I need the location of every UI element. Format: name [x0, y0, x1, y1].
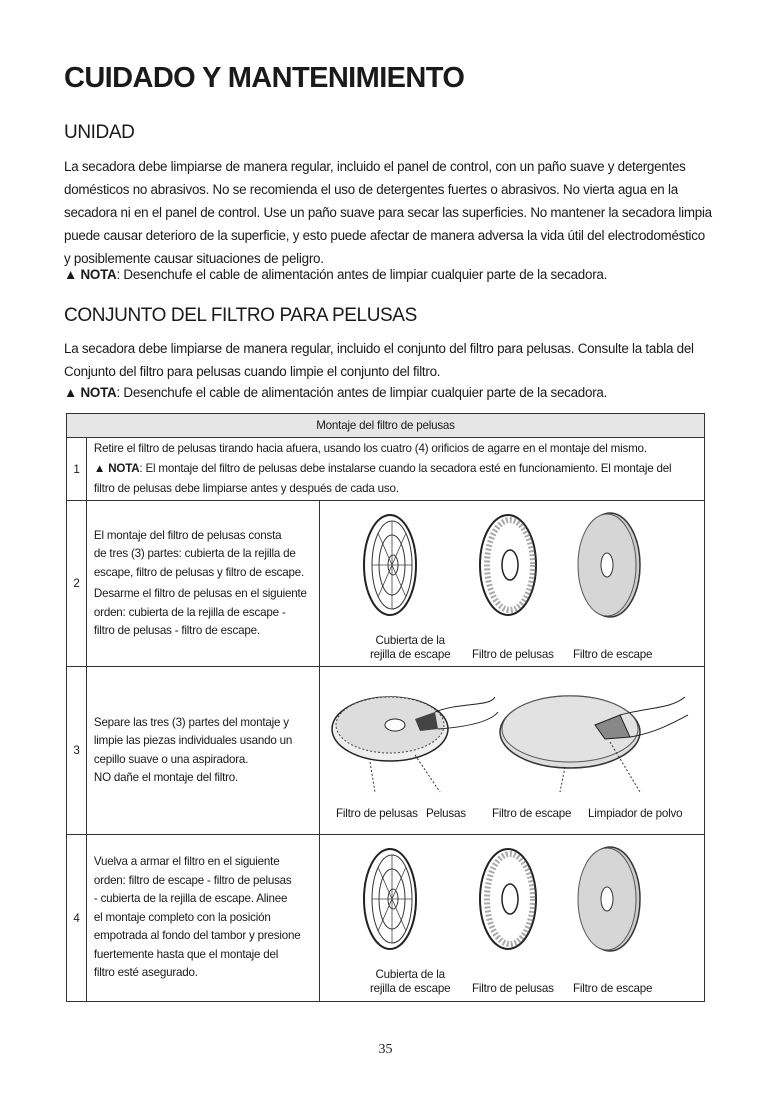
step-number: 2: [67, 501, 87, 667]
exhaust-filter-icon: [578, 513, 640, 617]
text-line: orden: filtro de escape - filtro de pelusas: [93, 873, 292, 887]
text-line: Conjunto del filtro para pelusas cuando limpie el conjunto del filtro.: [64, 364, 441, 379]
lint-filter-table: [66, 413, 705, 1002]
text-line: Vuelva a armar el filtro en el siguiente: [93, 855, 280, 869]
caption-lint: Pelusas: [426, 807, 466, 820]
text-line: fuertemente hasta que el montaje del: [93, 947, 279, 961]
text-line: La secadora debe limpiarse de manera regular, incluido el panel de control, con un paño suave y detergentes: [64, 159, 686, 174]
reassembly-figure: [320, 835, 705, 1002]
caption-lint-filter: Filtro de pelusas: [472, 982, 554, 995]
text-line: limpie las piezas individuales usando un: [93, 734, 293, 747]
note-label: NOTA: [80, 385, 117, 400]
text-line: orden: cubierta de la rejilla de escape -: [93, 605, 286, 619]
page-number: 35: [378, 1042, 393, 1057]
grille-cover-icon: [364, 515, 416, 615]
text-line: La secadora debe limpiarse de manera regular, incluido el conjunto del filtro para pelusas. Consulte la tabla del: [64, 341, 694, 356]
caption-exhaust-filter: Filtro de escape: [573, 648, 653, 661]
cleaning-figure: [320, 667, 705, 835]
filter-paragraph: [64, 337, 694, 383]
caption-dust-cleaner: Limpiador de polvo: [588, 807, 683, 820]
text-line: El montaje del filtro de pelusas consta: [93, 528, 282, 542]
caption-exhaust-filter: Filtro de escape: [573, 982, 653, 995]
section-heading-unidad: UNIDAD: [64, 122, 135, 143]
caption-lint-filter: Filtro de pelusas: [472, 648, 554, 661]
note-text: : Desenchufe el cable de alimentación antes de limpiar cualquier parte de la secadora.: [116, 385, 608, 400]
disassembly-figure: [320, 501, 705, 667]
text-line: NO dañe el montaje del filtro.: [93, 771, 239, 784]
page-title: CUIDADO Y MANTENIMIENTO: [64, 62, 465, 94]
text-line: : El montaje del filtro de pelusas debe instalarse cuando la secadora esté en funcionamiento. El montaje del: [139, 462, 672, 475]
text-line: Separe las tres (3) partes del montaje y: [93, 715, 289, 729]
step-text: [86, 501, 319, 667]
table-row: [67, 501, 705, 667]
table-header: Montaje del filtro de pelusas: [67, 414, 705, 438]
step-text: [86, 835, 319, 1002]
caption-grille-cover: Cubierta de la rejilla de escape: [370, 634, 451, 661]
text-line: Desarme el filtro de pelusas en el siguiente: [93, 587, 307, 600]
step-number: 3: [67, 667, 87, 835]
warning-icon: ▲: [64, 267, 78, 282]
table-row: [67, 667, 705, 835]
text-line: de tres (3) partes: cubierta de la rejilla de: [93, 547, 296, 560]
unidad-note: [64, 267, 607, 282]
section-heading-filter: CONJUNTO DEL FILTRO PARA PELUSAS: [64, 305, 417, 326]
exhaust-filter-icon: [578, 847, 640, 951]
step-note: [94, 459, 704, 479]
caption-lint-filter: Filtro de pelusas: [336, 807, 418, 820]
filter-note: [64, 385, 607, 400]
note-label: NOTA: [108, 462, 140, 475]
text-line: filtro de pelusas debe limpiarse antes y después de cada uso.: [93, 482, 399, 495]
text-line: filtro de pelusas - filtro de escape.: [93, 624, 260, 637]
grille-cover-icon: [364, 849, 416, 949]
text-line: secadora ni en el panel de control. Use un paño suave para secar las superficies. No mantener la secadora limpia: [64, 205, 712, 220]
text-line: filtro esté asegurado.: [93, 966, 198, 980]
text-line: puede causar deterioro de la superficie, y esto puede afectar de manera adversa la vida útil del electrodoméstico: [64, 228, 705, 243]
caption-exhaust-filter: Filtro de escape: [492, 807, 572, 820]
note-label: NOTA: [80, 267, 117, 282]
table-row: [67, 438, 705, 501]
step-number: 4: [67, 835, 87, 1002]
warning-icon: ▲: [64, 385, 78, 400]
text-line: y posiblemente causar situaciones de peligro.: [64, 251, 324, 266]
text-line: - cubierta de la rejilla de escape. Alinee: [93, 892, 288, 906]
step-number: 1: [67, 438, 87, 501]
text-line: empotrada al fondo del tambor y presione: [93, 929, 301, 943]
text-line: Retire el filtro de pelusas tirando hacia afuera, usando los cuatro (4) orificios de agarre en el montaje del mismo.: [93, 442, 647, 455]
text-line: cepillo suave o una aspiradora.: [93, 752, 249, 766]
note-text: : Desenchufe el cable de alimentación antes de limpiar cualquier parte de la secadora.: [116, 267, 608, 282]
lint-filter-icon: [480, 849, 536, 949]
text-line: el montaje completo con la posición: [93, 910, 271, 924]
lint-filter-icon: [480, 515, 536, 615]
lint-filter-brush-icon: [332, 697, 498, 792]
table-row: [67, 835, 705, 1002]
step-text: [86, 667, 319, 835]
step-text: [86, 438, 704, 501]
text-line: escape, filtro de pelusas y filtro de escape.: [93, 565, 305, 579]
exhaust-filter-cloth-icon: [500, 696, 688, 792]
caption-grille-cover: Cubierta de la rejilla de escape: [370, 968, 451, 995]
unidad-paragraph: [64, 155, 712, 270]
text-line: domésticos no abrasivos. No se recomienda el uso de detergentes fuertes o abrasivos. No vierta agua en la: [64, 182, 678, 197]
warning-icon: ▲: [93, 462, 106, 475]
